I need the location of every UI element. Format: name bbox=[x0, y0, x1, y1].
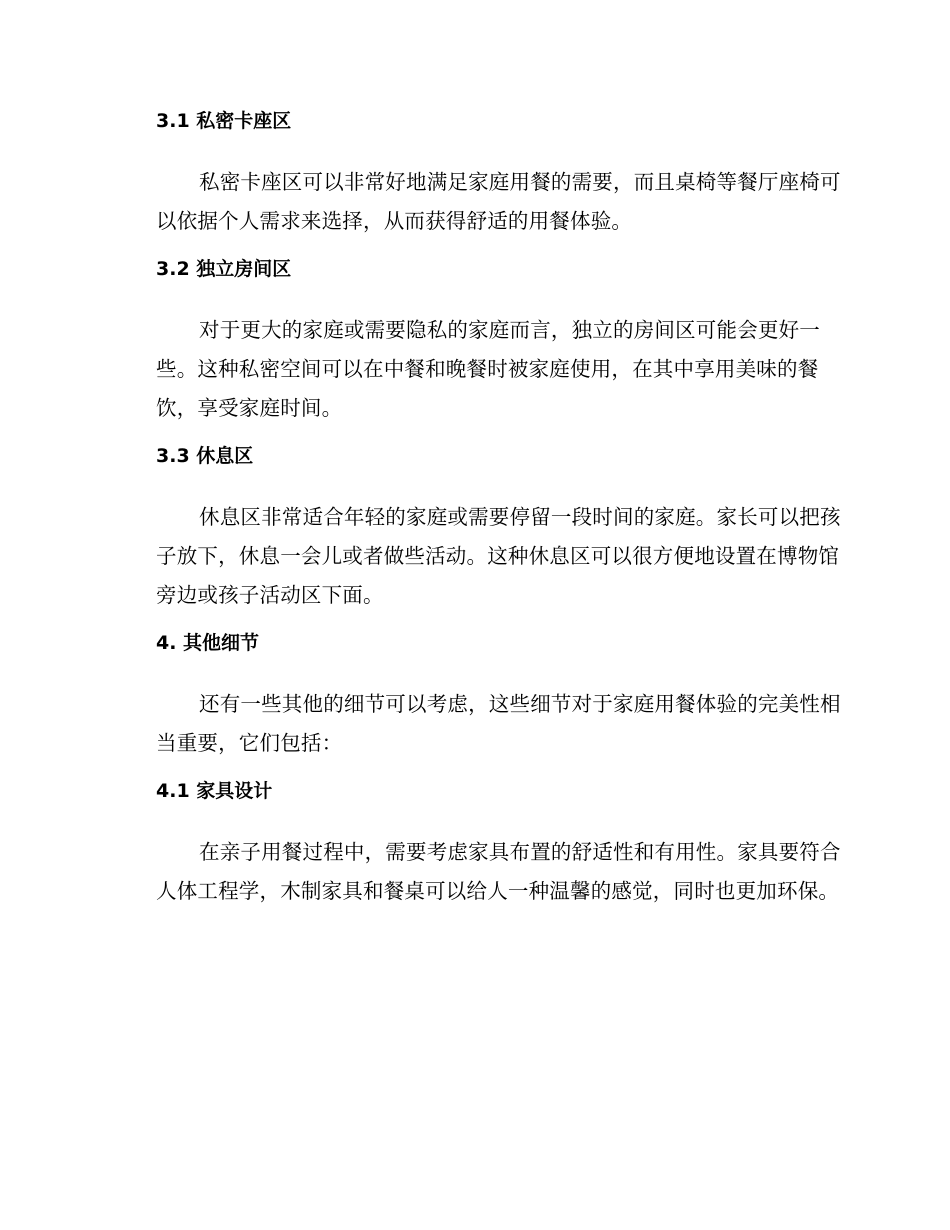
paragraph-line: 对于更大的家庭或需要隐私的家庭而言，独立的房间区可能会更好一 bbox=[199, 318, 820, 342]
paragraph-line: 旁边或孩子活动区下面。 bbox=[156, 583, 384, 607]
section-paragraph-4-1 bbox=[113, 833, 841, 911]
document-page bbox=[113, 108, 841, 911]
paragraph-line: 以依据个人需求来选择，从而获得舒适的用餐体验。 bbox=[156, 209, 633, 233]
section-paragraph-3-3 bbox=[113, 498, 841, 615]
section-heading-3-1: 3.1 私密卡座区 bbox=[156, 110, 292, 132]
section-paragraph-3-2 bbox=[113, 311, 833, 428]
section-heading-4: 4. 其他细节 bbox=[156, 632, 260, 654]
section-paragraph-4 bbox=[113, 685, 841, 763]
section-paragraph-3-1 bbox=[113, 163, 841, 241]
section-heading-3-3: 3.3 休息区 bbox=[156, 445, 254, 467]
paragraph-line: 人体工程学，木制家具和餐桌可以给人一种温馨的感觉，同时也更加环保。 bbox=[156, 879, 840, 903]
paragraph-line: 些。这种私密空间可以在中餐和晚餐时被家庭使用，在其中享用美味的餐 bbox=[156, 357, 819, 381]
paragraph-line: 饮，享受家庭时间。 bbox=[156, 396, 343, 420]
paragraph-line: 子放下，休息一会儿或者做些活动。这种休息区可以很方便地设置在博物馆 bbox=[156, 544, 840, 568]
section-heading-4-1: 4.1 家具设计 bbox=[156, 780, 273, 802]
paragraph-line: 还有一些其他的细节可以考虑，这些细节对于家庭用餐体验的完美性相 bbox=[199, 692, 841, 716]
paragraph-line: 休息区非常适合年轻的家庭或需要停留一段时间的家庭。家长可以把孩 bbox=[199, 505, 841, 529]
paragraph-line: 在亲子用餐过程中，需要考虑家具布置的舒适性和有用性。家具要符合 bbox=[199, 840, 841, 864]
paragraph-line: 私密卡座区可以非常好地满足家庭用餐的需要，而且桌椅等餐厅座椅可 bbox=[199, 170, 841, 194]
paragraph-line: 当重要，它们包括： bbox=[156, 731, 343, 755]
section-heading-3-2: 3.2 独立房间区 bbox=[156, 258, 292, 280]
